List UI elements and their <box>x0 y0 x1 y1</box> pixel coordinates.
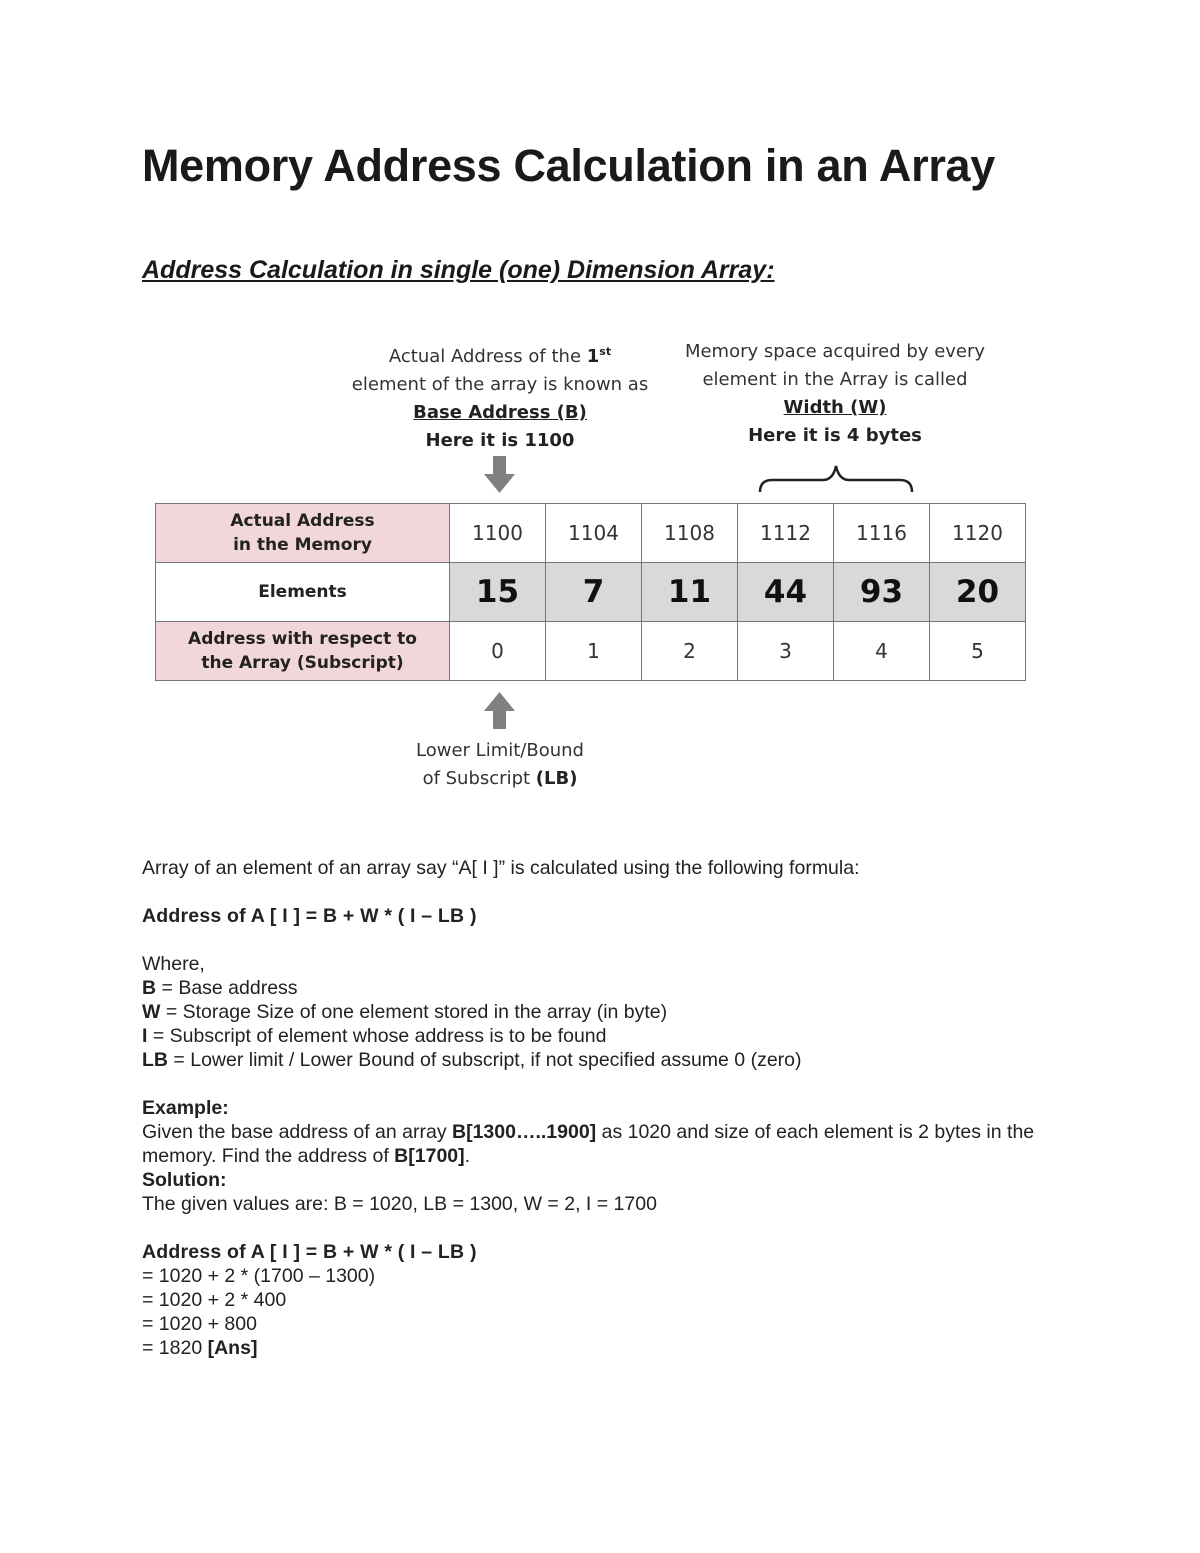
subscript-cell: 0 <box>450 622 546 681</box>
subscript-cell: 3 <box>738 622 834 681</box>
solution-step: = 1020 + 2 * (1700 – 1300) <box>142 1265 376 1287</box>
example-text: Given the base address of an array B[1300…..1900] as 1020 and size of each element is 2 bytes in the memory. Find the address of B[1700]. <box>142 1121 1035 1167</box>
base-address-caption: Actual Address of the 1st element of the array is known as Base Address (B) Here it is 1100 <box>351 345 649 451</box>
subscript-cell: 4 <box>834 622 930 681</box>
given-values: The given values are: B = 1020, LB = 1300, W = 2, I = 1700 <box>142 1193 657 1215</box>
address-cell: 1120 <box>930 504 1026 563</box>
solution-step: = 1020 + 2 * 400 <box>142 1289 287 1311</box>
down-arrow-icon <box>484 456 515 493</box>
subscript-cell: 2 <box>642 622 738 681</box>
subscript-row <box>156 622 1026 681</box>
definition-i: I = Subscript of element whose address is to be found <box>142 1025 607 1047</box>
address-cell: 1100 <box>450 504 546 563</box>
element-cell: 93 <box>834 563 930 622</box>
formula-section <box>142 856 1092 1360</box>
definition-lb: LB = Lower limit / Lower Bound of subscript, if not specified assume 0 (zero) <box>142 1049 802 1071</box>
address-cell: 1108 <box>642 504 738 563</box>
example-heading: Example: <box>142 1097 229 1119</box>
section-heading: Address Calculation in single (one) Dimension Array: <box>142 256 775 284</box>
address-row-header: Actual Address in the Memory <box>156 504 450 563</box>
solution-step: = 1020 + 800 <box>142 1313 257 1335</box>
address-cell: 1116 <box>834 504 930 563</box>
element-cell: 7 <box>546 563 642 622</box>
lower-bound-caption: Lower Limit/Bound of Subscript (LB) <box>416 740 584 789</box>
subscript-row-header: Address with respect to the Array (Subscript) <box>156 622 450 681</box>
elements-row-header: Elements <box>156 563 450 622</box>
address-cell: 1112 <box>738 504 834 563</box>
where-label: Where, <box>142 953 205 975</box>
definition-b: B = Base address <box>142 977 298 999</box>
array-table <box>155 503 1026 681</box>
address-cell: 1104 <box>546 504 642 563</box>
up-arrow-icon <box>484 692 515 729</box>
solution-heading: Solution: <box>142 1169 227 1191</box>
element-cell: 11 <box>642 563 738 622</box>
width-caption: Memory space acquired by every element in the Array is called Width (W) Here it is 4 bytes <box>684 341 986 446</box>
final-answer: = 1820 [Ans] <box>142 1337 258 1359</box>
page-title: Memory Address Calculation in an Array <box>142 140 996 191</box>
curly-brace-icon <box>760 466 912 492</box>
element-cell: 15 <box>450 563 546 622</box>
element-cell: 44 <box>738 563 834 622</box>
elements-row <box>156 563 1026 622</box>
formula: Address of A [ I ] = B + W * ( I – LB ) <box>142 905 477 927</box>
definition-w: W = Storage Size of one element stored in the array (in byte) <box>142 1001 668 1023</box>
address-row <box>156 504 1026 563</box>
element-cell: 20 <box>930 563 1026 622</box>
intro-text: Array of an element of an array say “A[ I ]” is calculated using the following formula: <box>142 857 860 879</box>
subscript-cell: 5 <box>930 622 1026 681</box>
subscript-cell: 1 <box>546 622 642 681</box>
solution-formula: Address of A [ I ] = B + W * ( I – LB ) <box>142 1241 477 1263</box>
